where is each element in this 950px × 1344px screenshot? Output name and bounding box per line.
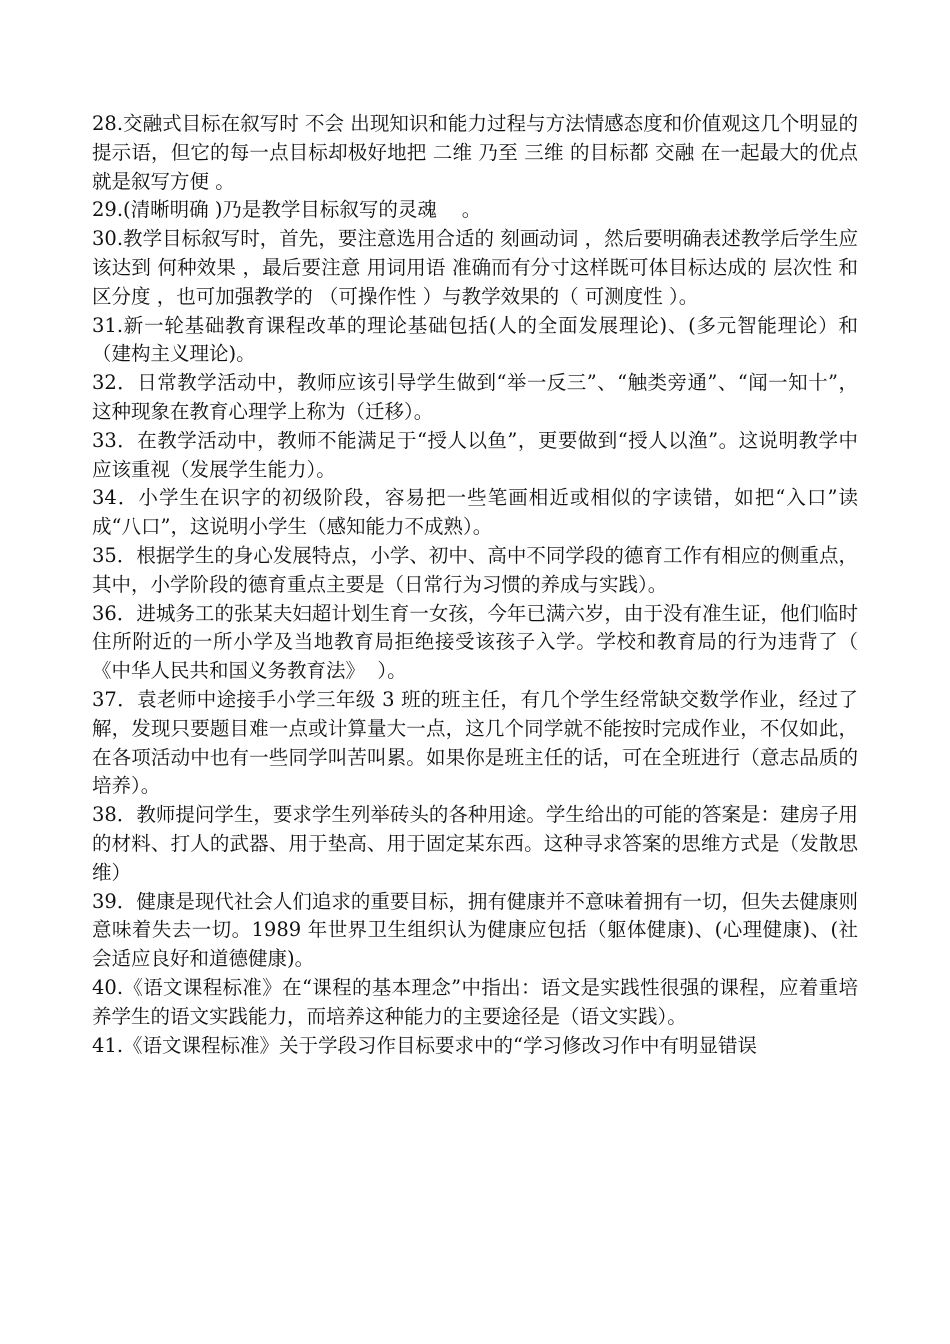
question-item-36: 36．进城务工的张某夫妇超计划生育一女孩，今年已满六岁，由于没有准生证，他们临时住所附近的一所小学及当地教育局拒绝接受该孩子入学。学校和教育局的行为违背了（ 《中华人民共和国义务教育法》 ）。 [92,601,871,683]
question-item-41: 41.《语文课程标准》关于学段习作目标要求中的“学习修改习作中有明显错误 [92,1033,757,1057]
question-item-33: 33．在教学活动中，教师不能满足于“授人以鱼”，更要做到“授人以渔”。这说明教学中应该重视（发展学生能力）。 [92,428,858,481]
question-item-35: 35．根据学生的身心发展特点，小学、初中、高中不同学段的德育工作有相应的侧重点，其中，小学阶段的德育重点主要是（日常行为习惯的养成与实践）。 [92,543,858,596]
question-item-32: 32．日常教学活动中，教师应该引导学生做到“举一反三”、“触类旁通”、“闻一知十”，这种现象在教育心理学上称为（迁移）。 [92,371,858,423]
question-item-40: 40.《语文课程标准》在“课程的基本理念”中指出：语文是实践性很强的课程，应着重培养学生的语文实践能力，而培养这种能力的主要途径是（语文实践）。 [92,975,858,1028]
question-item-38: 38．教师提问学生，要求学生列举砖头的各种用途。学生给出的可能的答案是：建房子用的材料、打人的武器、用于垫高、用于固定某东西。这种寻求答案的思维方式是（发散思维） [92,803,858,884]
question-item-30: 30.教学目标叙写时，首先，要注意选用合适的 刻画动词 ，然后要明确表述教学后学生应该达到 何种效果 ，最后要注意 用词用语 准确而有分寸这样既可体目标达成的 层次性 和 区分度 ，也可加强教学的 （可操作性 ）与教学效果的（ 可测度性 ）。 [92,227,865,308]
question-item-31: 31.新一轮基础教育课程改革的理论基础包括(人的全面发展理论)、(多元智能理论）和（建构主义理论)。 [92,313,858,366]
question-item-29: 29.(清晰明确 )乃是教学目标叙写的灵魂 。 [92,198,482,222]
question-item-37: 37．袁老师中途接手小学三年级 3 班的班主任，有几个学生经常缺交数学作业，经过了解，发现只要题目难一点或计算量大一点，这几个同学就不能按时完成作业，不仅如此，在各项活动中也有一些同学叫苦叫累。如果你是班主任的话，可在全班进行（意志品质的培养）。 [92,687,858,798]
question-item-39: 39．健康是现代社会人们追求的重要目标，拥有健康并不意味着拥有一切，但失去健康则意味着失去一切。1989 年世界卫生组织认为健康应包括（躯体健康)、(心理健康)、(社会适应良好和道德健康)。 [92,889,858,971]
question-item-28: 28.交融式目标在叙写时 不会 出现知识和能力过程与方法情感态度和价值观这几个明显的提示语，但它的每一点目标却极好地把 二维 乃至 三维 的目标都 交融 在一起最大的优点就是叙写方便 。 [92,112,858,193]
question-item-34: 34．小学生在识字的初级阶段，容易把一些笔画相近或相似的字读错，如把“入口”读成“八口”，这说明小学生（感知能力不成熟）。 [92,486,858,539]
document-page [92,110,871,1060]
